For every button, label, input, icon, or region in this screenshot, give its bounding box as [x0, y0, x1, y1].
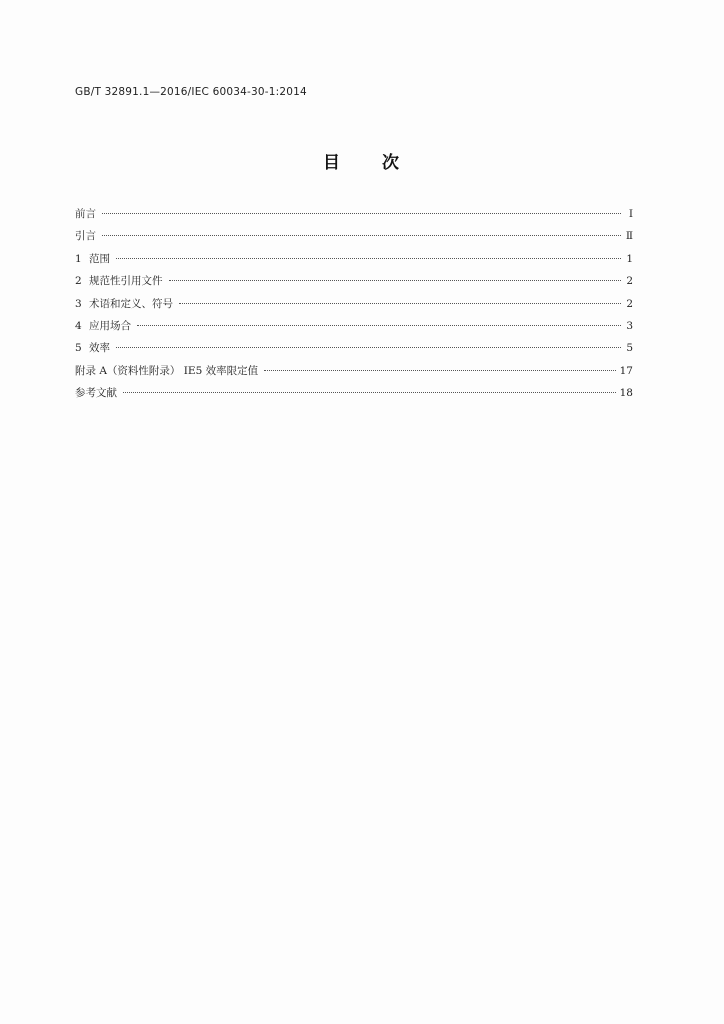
toc-entry-label	[75, 340, 110, 355]
dot-leader	[116, 347, 621, 348]
toc-entry-bibliography[interactable]	[75, 385, 633, 407]
toc-entry-page: 2	[626, 297, 633, 310]
toc-entry-title: 范围	[89, 252, 110, 265]
toc-entry-efficiency[interactable]	[75, 340, 633, 362]
toc-entry-terms-definitions[interactable]	[75, 296, 633, 318]
title-part-1: 目	[323, 153, 342, 173]
toc-entry-page: 5	[626, 342, 633, 355]
toc-entry-label	[75, 251, 110, 266]
toc-entry-title: 规范性引用文件	[89, 275, 163, 288]
toc-entry-page: 17	[619, 364, 633, 377]
table-of-contents	[75, 206, 633, 408]
toc-entry-introduction[interactable]	[75, 228, 633, 250]
toc-entry-annex-a[interactable]	[75, 363, 633, 385]
toc-entry-title: 应用场合	[89, 319, 131, 332]
page-title	[0, 148, 724, 173]
toc-entry-applications[interactable]	[75, 318, 633, 340]
toc-entry-number: 2	[75, 275, 82, 288]
toc-entry-label: 附录 A（资料性附录） IE5 效率限定值	[75, 364, 259, 377]
toc-entry-page: Ⅱ	[625, 230, 633, 243]
toc-entry-number: 1	[75, 252, 82, 265]
dot-leader	[137, 325, 621, 326]
standard-number-header: GB/T 32891.1—2016/IEC 60034-30-1:2014	[75, 86, 307, 98]
toc-entry-number: 3	[75, 297, 82, 310]
toc-entry-page: 1	[626, 252, 633, 265]
toc-entry-title: 效率	[89, 342, 110, 355]
dot-leader	[116, 258, 621, 259]
toc-entry-label: 参考文献	[75, 387, 117, 400]
toc-entry-number: 4	[75, 319, 82, 332]
dot-leader	[102, 235, 621, 236]
dot-leader	[123, 392, 616, 393]
toc-entry-number: 5	[75, 342, 82, 355]
dot-leader	[169, 280, 622, 281]
dot-leader	[179, 303, 621, 304]
toc-entry-page: 3	[626, 319, 633, 332]
title-part-2: 次	[382, 153, 401, 173]
dot-leader	[102, 213, 621, 214]
toc-entry-page: 2	[626, 275, 633, 288]
dot-leader	[264, 370, 616, 371]
toc-entry-title: 术语和定义、符号	[89, 297, 173, 310]
toc-entry-normative-references[interactable]	[75, 273, 633, 295]
toc-entry-label	[75, 296, 173, 311]
toc-entry-page: 18	[619, 387, 633, 400]
toc-entry-label: 引言	[75, 230, 96, 243]
toc-entry-label: 前言	[75, 208, 96, 220]
toc-entry-foreword[interactable]	[75, 206, 633, 228]
toc-entry-page: Ⅰ	[628, 208, 633, 220]
toc-entry-scope[interactable]	[75, 251, 633, 273]
toc-entry-label	[75, 273, 163, 288]
toc-entry-label	[75, 318, 131, 333]
